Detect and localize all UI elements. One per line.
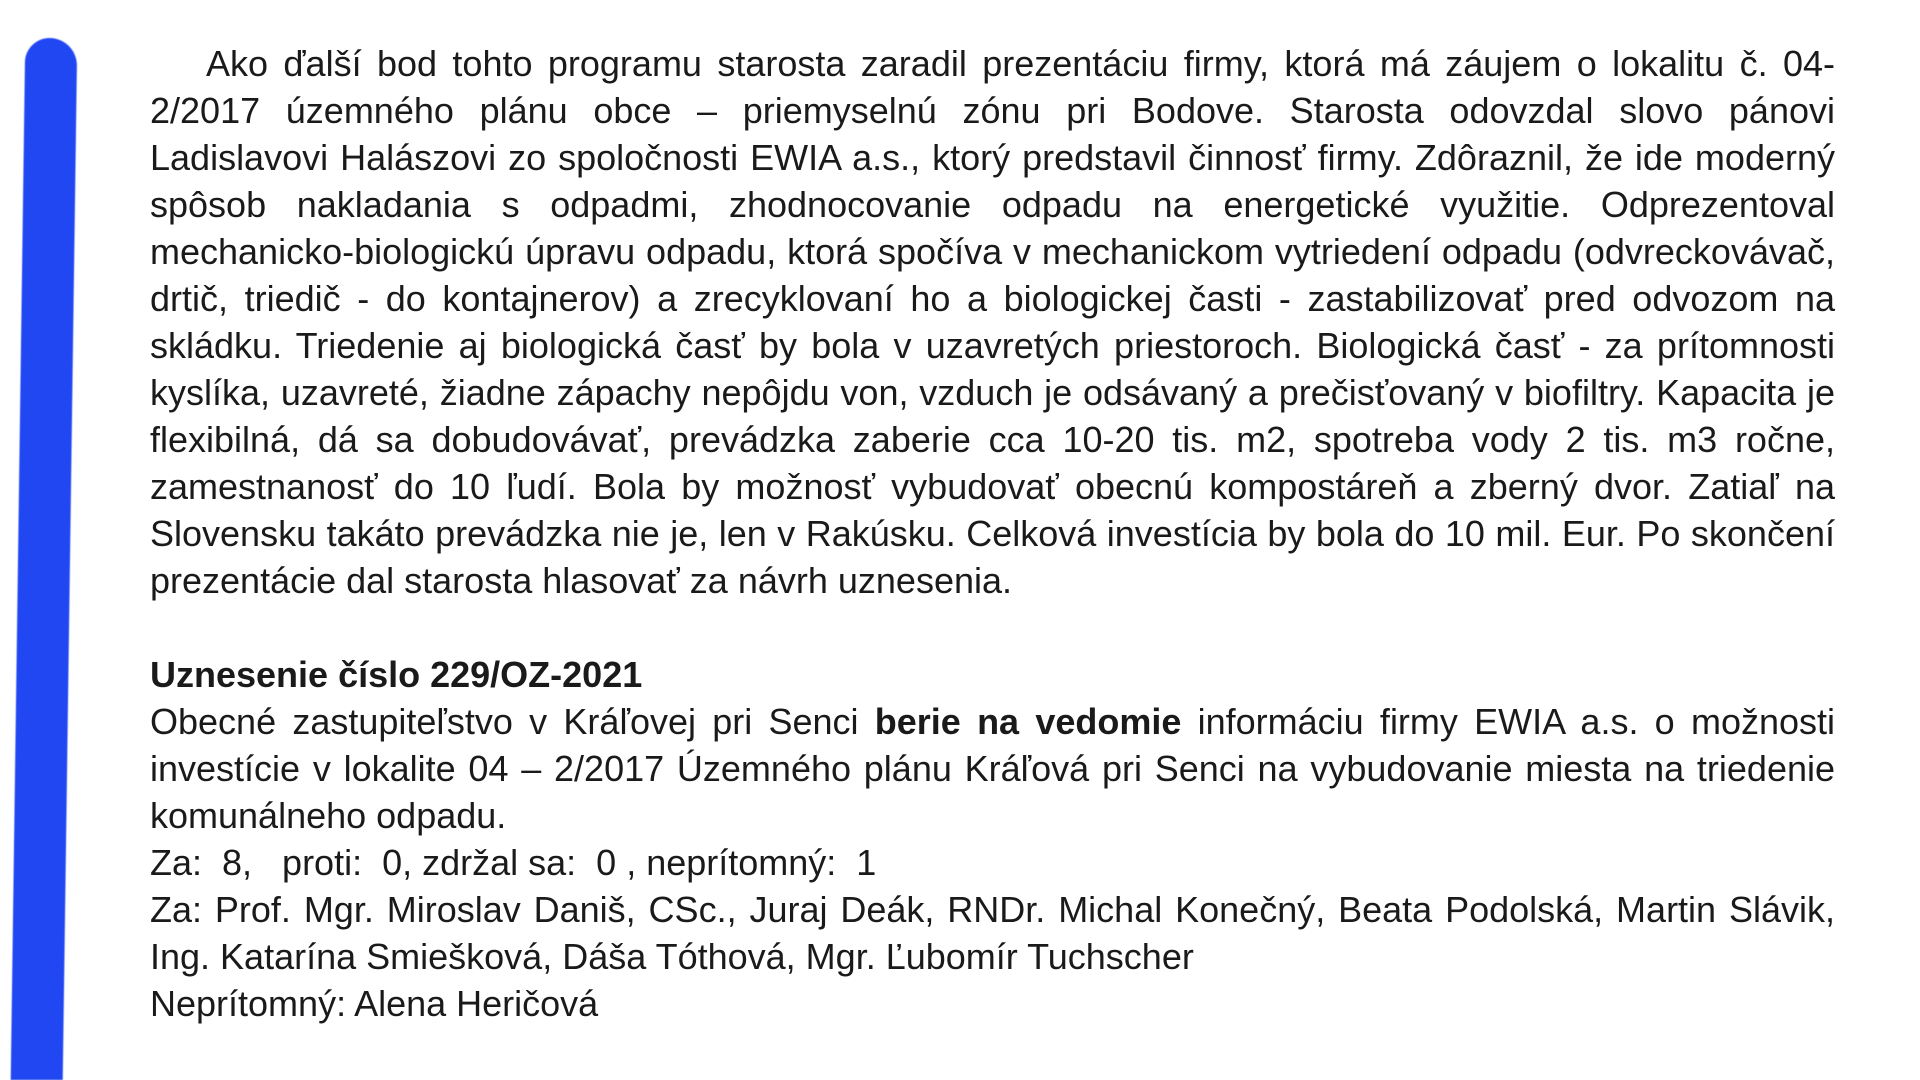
vote-summary: Za: 8, proti: 0, zdržal sa: 0 , neprítomný: 1: [150, 842, 877, 883]
resolution-title: Uznesenie číslo 229/OZ-2021: [150, 654, 643, 695]
voted-for-list: Za: Prof. Mgr. Miroslav Daniš, CSc., Juraj Deák, RNDr. Michal Konečný, Beata Podolská, Martin Slávik, Ing. Katarína Smiešková, Dáša Tóthová, Mgr. Ľubomír Tuchscher: [150, 889, 1835, 977]
document-page: [150, 40, 1835, 1027]
blue-highlighter-mark: [11, 38, 78, 1080]
absent-list: Neprítomný: Alena Heričová: [150, 983, 599, 1024]
resolution-text-before: Obecné zastupiteľstvo v Kráľovej pri Senci: [150, 701, 875, 742]
resolution-decision: berie na vedomie: [874, 701, 1182, 742]
presentation-paragraph: Ako ďalší bod tohto programu starosta zaradil prezentáciu firmy, ktorá má záujem o lokalitu č. 04-2/2017 územného plánu obce – priemyselnú zónu pri Bodove. Starosta odovzdal slovo pánovi Ladislavovi Halászovi zo spoločnosti EWIA a.s., ktorý predstavil činnosť firmy. Zdôraznil, že ide moderný spôsob nakladania s odpadmi, zhodnocovanie odpadu na energetické využitie. Odprezentoval mechanicko-biologickú úpravu odpadu, ktorá spočíva v mechanickom vytriedení odpadu (odvreckovávač, drtič, triedič - do kontajnerov) a zrecyklovaní ho a biologickej časti - zastabilizovať pred odvozom na skládku. Triedenie aj biologická časť by bola v uzavretých priestoroch. Biologická časť - za prítomnosti kyslíka, uzavreté, žiadne zápachy nepôjdu von, vzduch je odsávaný a prečisťovaný v biofiltry. Kapacita je flexibilná, dá sa dobudovávať, prevádzka zaberie cca 10-20 tis. m2, spotreba vody 2 tis. m3 ročne, zamestnanosť do 10 ľudí. Bola by možnosť vybudovať obecnú kompostáreň a zberný dvor. Zatiaľ na Slovensku takáto prevádzka nie je, len v Rakúsku. Celková investícia by bola do 10 mil. Eur. Po skončení prezentácie dal starosta hlasovať za návrh uznesenia.: [150, 43, 1835, 601]
resolution-text: [150, 698, 1835, 839]
resolution-text-after: informáciu firmy EWIA a.s. o možnosti investície v lokalite 04 – 2/2017 Územného plánu Kráľová pri Senci na vybudovanie miesta na triedenie komunálneho odpadu.: [150, 701, 1836, 836]
